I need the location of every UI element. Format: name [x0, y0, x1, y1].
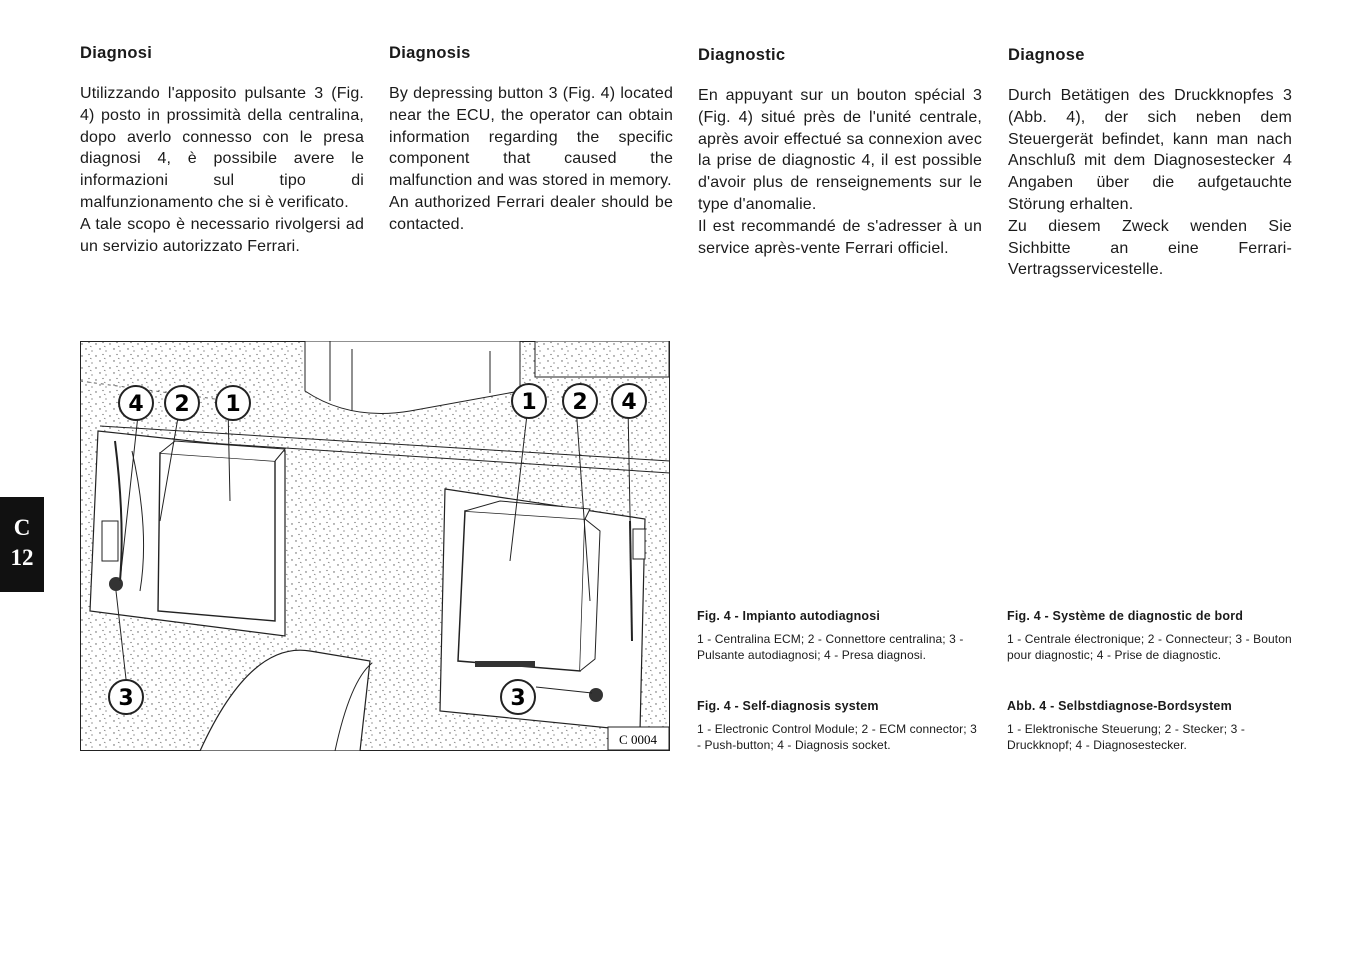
- callout-2: 2: [572, 390, 588, 415]
- column-german: [1008, 46, 1292, 281]
- heading-diagnose: Diagnose: [1008, 46, 1085, 64]
- paragraph: En appuyant sur un bouton spécial 3 (Fig. 4) situé près de l'unité centrale, après avoir effectué sa connexion avec la prise de diagnostic 4, il est possible d'avoir plus de renseignements sur le type d'anomalie.: [698, 87, 982, 213]
- heading-diagnostic: Diagnostic: [698, 46, 786, 64]
- column-italian: [80, 44, 364, 257]
- paragraph: Durch Betätigen des Druckknopfes 3 (Abb. 4), der sich neben dem Steuergerät befindet, kann man nach Anschluß mit dem Diagnosestecker 4 Angaben über die aufgetauchte Störung erhalten.: [1008, 87, 1292, 213]
- page-number: 12: [10, 545, 34, 570]
- callout-2: 2: [174, 392, 190, 417]
- caption-text: 1 - Centrale électronique; 2 - Connecteur; 3 - Bouton pour diagnostic; 4 - Prise de diagnostic.: [1007, 631, 1292, 662]
- caption-italian: [697, 608, 983, 664]
- section-tab: [0, 497, 44, 592]
- caption-title: Fig. 4 - Self-diagnosis system: [697, 699, 879, 713]
- paragraph: Il est recommandé de s'adresser à un service après-vente Ferrari officiel.: [698, 217, 982, 257]
- section-letter: C: [13, 515, 31, 540]
- caption-title: Fig. 4 - Système de diagnostic de bord: [1007, 609, 1244, 623]
- caption-title: Abb. 4 - Selbstdiagnose-Bordsystem: [1007, 699, 1232, 713]
- paragraph: Utilizzando l'apposito pulsante 3 (Fig. 4) posto in prossimità della centralina, dopo averlo connesso con le presa diagnosi 4, è possibile avere le informazioni sul tipo di malfunzionamento che si è verificato.: [80, 85, 364, 211]
- callout-1: 1: [225, 392, 241, 417]
- caption-german: [1007, 698, 1293, 754]
- heading-diagnosi: Diagnosi: [80, 44, 153, 62]
- caption-text: 1 - Centralina ECM; 2 - Connettore centralina; 3 - Pulsante autodiagnosi; 4 - Presa diagnosi.: [697, 631, 964, 662]
- column-english: [389, 44, 673, 236]
- caption-english: [697, 698, 983, 754]
- caption-text: 1 - Electronic Control Module; 2 - ECM connector; 3 - Push-button; 4 - Diagnosis socket.: [697, 721, 977, 752]
- callout-3: 3: [510, 686, 526, 711]
- callout-1: 1: [521, 390, 537, 415]
- caption-text: 1 - Elektronische Steuerung; 2 - Stecker; 3 - Druckknopf; 4 - Diagnosestecker.: [1007, 721, 1245, 752]
- paragraph: By depressing button 3 (Fig. 4) located near the ECU, the operator can obtain information regarding the specific component that caused the malfunction and was stored in memory.: [389, 85, 673, 190]
- figure-4-illustration: [80, 341, 670, 751]
- ecu-drawing: [80, 341, 670, 751]
- callout-3: 3: [118, 686, 134, 711]
- paragraph: An authorized Ferrari dealer should be contacted.: [389, 193, 673, 233]
- column-french: [698, 46, 982, 259]
- paragraph: A tale scopo è necessario rivolgersi ad un servizio autorizzato Ferrari.: [80, 215, 364, 255]
- callout-4: 4: [621, 390, 637, 415]
- figure-code: C 0004: [619, 732, 657, 747]
- caption-french: [1007, 608, 1293, 664]
- heading-diagnosis: Diagnosis: [389, 44, 471, 62]
- caption-title: Fig. 4 - Impianto autodiagnosi: [697, 609, 881, 623]
- callout-4: 4: [128, 392, 144, 417]
- paragraph: Zu diesem Zweck wenden Sie Sichbitte an eine Ferrari-Vertragsservicestelle.: [1008, 217, 1292, 279]
